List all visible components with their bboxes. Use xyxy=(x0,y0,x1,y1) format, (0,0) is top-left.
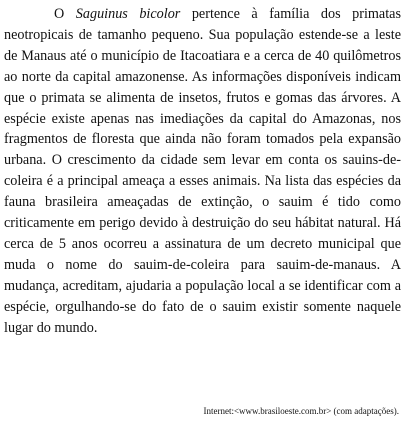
source-citation: Internet:<www.brasiloeste.com.br> (com adaptações). xyxy=(203,406,399,416)
article-paragraph xyxy=(4,4,401,339)
paragraph-intro: O xyxy=(54,6,76,22)
species-name: Saguinus bicolor xyxy=(75,6,181,22)
paragraph-body: pertence à família dos primatas neotropicais de tamanho pequeno. Sua população estende-se a leste de Manaus até o município de Itacoatiara e a cerca de 40 quilômetros ao norte da capital amazonense. As informações disponíveis indicam que o primata se alimenta de insetos, frutos e gomas das árvores. A espécie existe apenas nas imediações da capital do Amazonas, nos fragmentos de floresta que ainda não foram tomados pela expansão urbana. O crescimento da cidade sem levar em conta os sauins-de-coleira é a principal ameaça a esses animais. Na lista das espécies da fauna brasileira ameaçadas de extinção, o sauim é tido como criticamente em perigo devido à destruição do seu hábitat natural. Há cerca de 5 anos ocorreu a assinatura de um decreto municipal que muda o nome do sauim-de-coleira para sauim-de-manaus. A mudança, acreditam, ajudaria a população local a se identificar com a espécie, orgulhando-se do fato de o sauim existir somente naquele lugar do mundo. xyxy=(4,6,401,336)
